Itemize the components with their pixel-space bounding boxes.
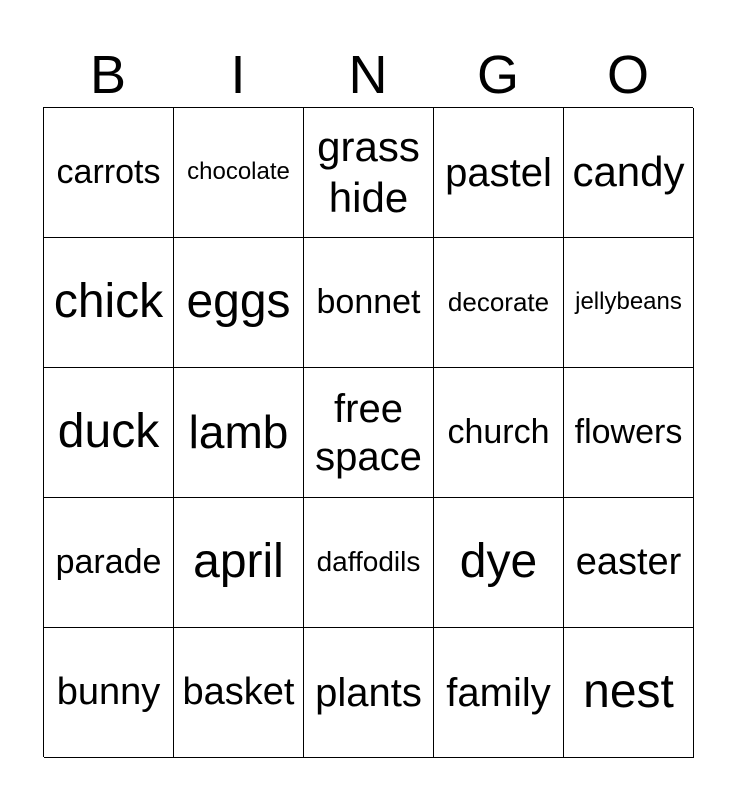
header-letter-n: N bbox=[348, 45, 388, 105]
bingo-cell[interactable]: parade bbox=[44, 498, 174, 628]
bingo-cell[interactable]: easter bbox=[564, 498, 694, 628]
bingo-cell[interactable]: jellybeans bbox=[564, 238, 694, 368]
bingo-cell[interactable]: bunny bbox=[44, 628, 174, 758]
bingo-cell[interactable]: lamb bbox=[174, 368, 304, 498]
bingo-cell[interactable]: family bbox=[434, 628, 564, 758]
bingo-cell[interactable]: candy bbox=[564, 108, 694, 238]
bingo-cell[interactable]: chocolate bbox=[174, 108, 304, 238]
header-letter-i: I bbox=[230, 45, 246, 105]
bingo-cell-free-space[interactable]: free space bbox=[304, 368, 434, 498]
bingo-cell[interactable]: daffodils bbox=[304, 498, 434, 628]
bingo-cell[interactable]: church bbox=[434, 368, 564, 498]
header-letter-b: B bbox=[89, 45, 127, 105]
bingo-cell[interactable]: duck bbox=[44, 368, 174, 498]
bingo-cell[interactable]: pastel bbox=[434, 108, 564, 238]
bingo-cell[interactable]: grass hide bbox=[304, 108, 434, 238]
bingo-cell[interactable]: flowers bbox=[564, 368, 694, 498]
bingo-cell[interactable]: nest bbox=[564, 628, 694, 758]
bingo-cell[interactable]: chick bbox=[44, 238, 174, 368]
bingo-cell[interactable]: eggs bbox=[174, 238, 304, 368]
bingo-cell[interactable]: decorate bbox=[434, 238, 564, 368]
header-letter-g: G bbox=[476, 45, 519, 105]
bingo-cell[interactable]: plants bbox=[304, 628, 434, 758]
bingo-cell[interactable]: bonnet bbox=[304, 238, 434, 368]
bingo-cell[interactable]: april bbox=[174, 498, 304, 628]
bingo-cell[interactable]: carrots bbox=[44, 108, 174, 238]
header-letter-o: O bbox=[606, 45, 649, 105]
bingo-cell[interactable]: basket bbox=[174, 628, 304, 758]
bingo-board bbox=[43, 107, 693, 757]
bingo-cell[interactable]: dye bbox=[434, 498, 564, 628]
bingo-header bbox=[43, 42, 693, 108]
